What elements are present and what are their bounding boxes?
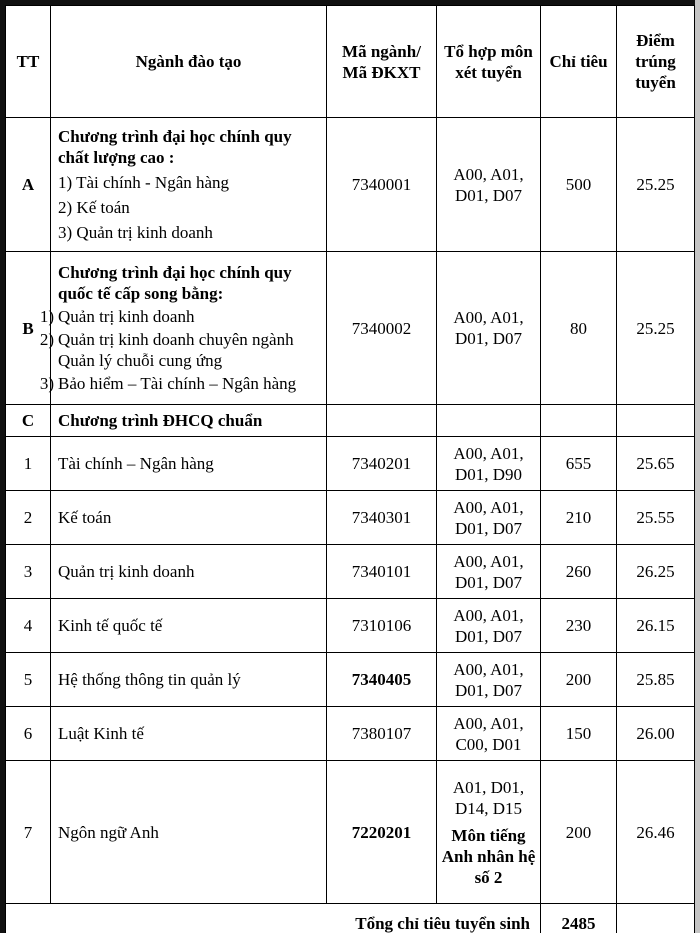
- program-a-combination: A00, A01, D01, D07: [437, 118, 541, 252]
- row-score: 26.15: [617, 599, 695, 653]
- row-score: 25.85: [617, 653, 695, 707]
- row-combination-subjects: A01, D01, D14, D15: [452, 777, 525, 818]
- table-row: [6, 545, 695, 599]
- row-score: 26.00: [617, 707, 695, 761]
- row-combination: A00, A01, D01, D07: [437, 491, 541, 545]
- row-major: Tài chính – Ngân hàng: [51, 437, 327, 491]
- program-a-item: 2) Kế toán: [58, 198, 130, 217]
- scan-border-right: [695, 0, 700, 933]
- row-score: 25.65: [617, 437, 695, 491]
- program-b-combination: A00, A01, D01, D07: [437, 252, 541, 405]
- program-b-item-number: 1): [39, 307, 54, 326]
- row-tt: 7: [6, 761, 51, 904]
- program-b-item-text: Quản trị kinh doanh chuyên ngành Quản lý chuỗi cung ứng: [58, 330, 294, 370]
- row-major: Kinh tế quốc tế: [51, 599, 327, 653]
- row-combination: [437, 761, 541, 904]
- program-a-item: 3) Quản trị kinh doanh: [58, 223, 213, 242]
- empty-cell: [617, 904, 695, 933]
- row-combination-note: Môn tiếng Anh nhân hệ số 2: [441, 825, 536, 887]
- row-code: 7380107: [327, 707, 437, 761]
- row-quota: 200: [541, 761, 617, 904]
- program-a-code: 7340001: [327, 118, 437, 252]
- admission-scores-table: [5, 5, 695, 933]
- row-code: 7340405: [327, 653, 437, 707]
- program-b-item-text: Quản trị kinh doanh: [58, 307, 195, 326]
- table-row: [6, 437, 695, 491]
- header-tt: TT: [6, 6, 51, 118]
- table-header: [6, 6, 695, 118]
- row-tt: 1: [6, 437, 51, 491]
- row-tt: 3: [6, 545, 51, 599]
- program-a-description: [51, 118, 327, 252]
- program-b-item: [39, 371, 322, 394]
- table-row: [6, 599, 695, 653]
- program-b-score: 25.25: [617, 252, 695, 405]
- program-a-tt: A: [6, 118, 51, 252]
- program-b-item: [39, 327, 322, 371]
- header-row: [6, 6, 695, 118]
- row-quota: 260: [541, 545, 617, 599]
- row-major: Ngôn ngữ Anh: [51, 761, 327, 904]
- row-score: 26.25: [617, 545, 695, 599]
- header-major: Ngành đào tạo: [51, 6, 327, 118]
- table-row: [6, 761, 695, 904]
- total-value: 2485: [541, 904, 617, 933]
- program-b-quota: 80: [541, 252, 617, 405]
- program-b-tt: B: [6, 252, 51, 405]
- row-quota: 210: [541, 491, 617, 545]
- header-quota: Chỉ tiêu: [541, 6, 617, 118]
- row-tt: 6: [6, 707, 51, 761]
- program-a-score: 25.25: [617, 118, 695, 252]
- header-score: Điểm trúng tuyển: [617, 6, 695, 118]
- program-c-title: Chương trình ĐHCQ chuẩn: [51, 405, 327, 437]
- row-major: Luật Kinh tế: [51, 707, 327, 761]
- program-b-item-number: 3): [39, 374, 54, 393]
- program-a-item: 1) Tài chính - Ngân hàng: [58, 173, 230, 192]
- row-quota: 200: [541, 653, 617, 707]
- program-b-item: [39, 304, 322, 327]
- program-b-title: Chương trình đại học chính quy quốc tế cấp song bằng:: [58, 263, 292, 303]
- program-a-quota: 500: [541, 118, 617, 252]
- row-major: Hệ thống thông tin quản lý: [51, 653, 327, 707]
- row-combination: A00, A01, D01, D90: [437, 437, 541, 491]
- empty-cell: [541, 405, 617, 437]
- total-row: [6, 904, 695, 933]
- program-a-title: Chương trình đại học chính quy chất lượng cao :: [58, 127, 292, 167]
- program-c-tt: C: [6, 405, 51, 437]
- header-code: Mã ngành/ Mã ĐKXT: [327, 6, 437, 118]
- table-row: [6, 491, 695, 545]
- total-label: Tổng chỉ tiêu tuyển sinh: [6, 904, 541, 933]
- header-combination: Tổ hợp môn xét tuyển: [437, 6, 541, 118]
- row-combination: A00, A01, D01, D07: [437, 599, 541, 653]
- program-b-row: [6, 252, 695, 405]
- empty-cell: [327, 405, 437, 437]
- program-a-row: [6, 118, 695, 252]
- row-tt: 2: [6, 491, 51, 545]
- row-combination: A00, A01, D01, D07: [437, 653, 541, 707]
- program-b-code: 7340002: [327, 252, 437, 405]
- row-score: 25.55: [617, 491, 695, 545]
- program-b-description: [39, 252, 327, 405]
- row-quota: 655: [541, 437, 617, 491]
- row-tt: 4: [6, 599, 51, 653]
- row-combination: A00, A01, C00, D01: [437, 707, 541, 761]
- empty-cell: [437, 405, 541, 437]
- row-score: 26.46: [617, 761, 695, 904]
- row-code: 7220201: [327, 761, 437, 904]
- program-b-item-number: 2): [39, 330, 54, 349]
- row-code: 7340101: [327, 545, 437, 599]
- row-tt: 5: [6, 653, 51, 707]
- row-major: Kế toán: [51, 491, 327, 545]
- row-quota: 150: [541, 707, 617, 761]
- row-code: 7340201: [327, 437, 437, 491]
- empty-cell: [617, 405, 695, 437]
- row-major: Quản trị kinh doanh: [51, 545, 327, 599]
- row-code: 7340301: [327, 491, 437, 545]
- row-code: 7310106: [327, 599, 437, 653]
- row-quota: 230: [541, 599, 617, 653]
- program-c-row: [6, 405, 695, 437]
- program-b-item-text: Bảo hiểm – Tài chính – Ngân hàng: [58, 374, 297, 393]
- row-combination: A00, A01, D01, D07: [437, 545, 541, 599]
- table-row: [6, 653, 695, 707]
- table-row: [6, 707, 695, 761]
